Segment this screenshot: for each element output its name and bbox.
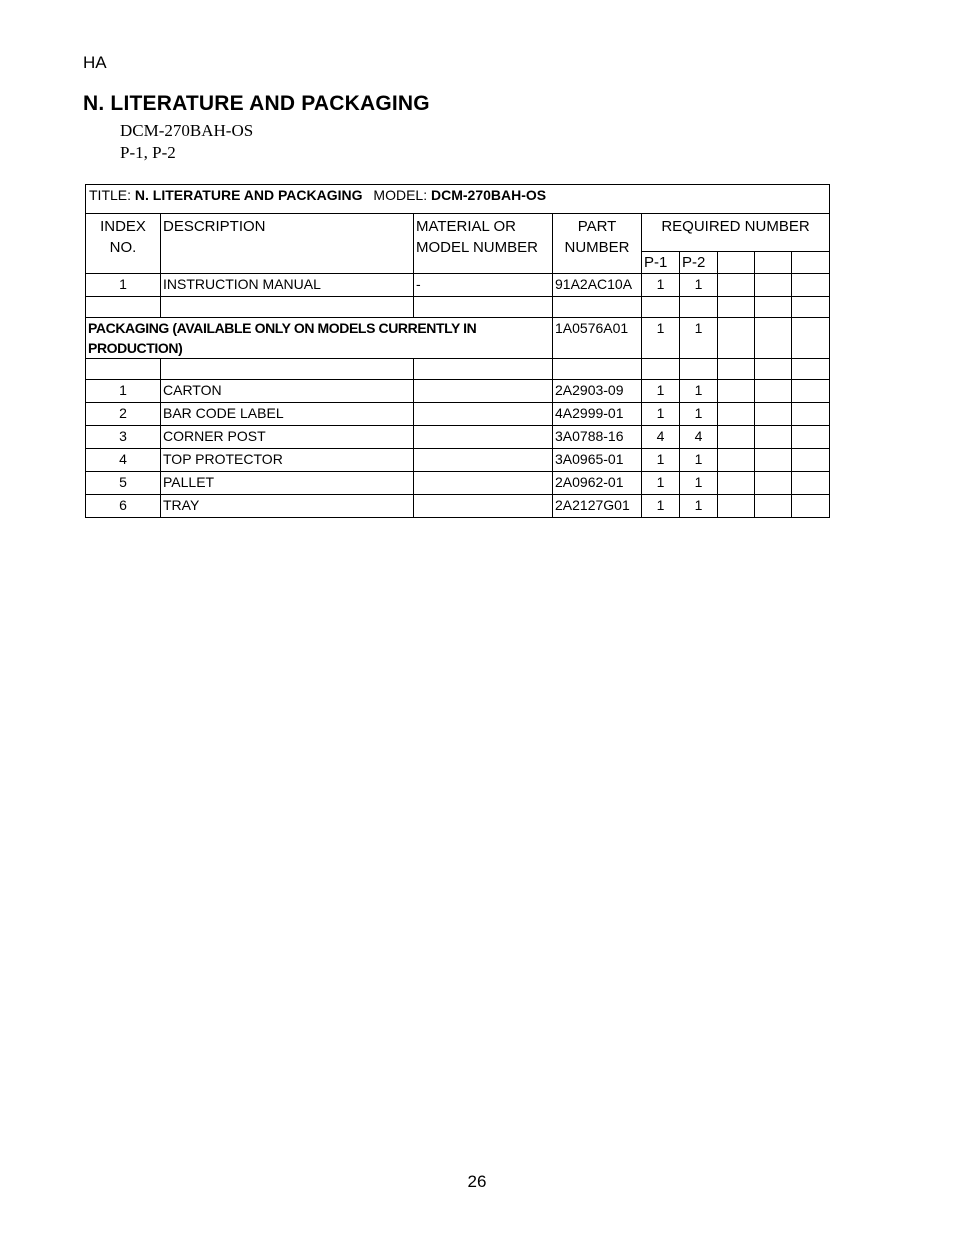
header-code: HA xyxy=(83,53,107,72)
table-row xyxy=(86,297,830,318)
parts-table xyxy=(85,184,830,518)
model-label: MODEL: xyxy=(373,187,428,203)
table-row: 5 PALLET 2A0962-01 1 1 xyxy=(86,472,830,495)
header-part-number: PART NUMBER xyxy=(553,214,642,274)
table-row: 2 BAR CODE LABEL 4A2999-01 1 1 xyxy=(86,403,830,426)
header-p1: P-1 xyxy=(642,252,680,274)
page-number: 26 xyxy=(467,1172,487,1191)
table-row: PACKAGING (AVAILABLE ONLY ON MODELS CURRENTLY IN PRODUCTION) 1A0576A01 1 1 xyxy=(86,318,830,359)
section-title: N. LITERATURE AND PACKAGING xyxy=(83,92,430,115)
header-description: DESCRIPTION xyxy=(161,214,414,274)
table-row: 6 TRAY 2A2127G01 1 1 xyxy=(86,495,830,518)
header-index: INDEX NO. xyxy=(86,214,161,274)
model-line: DCM-270BAH-OS xyxy=(120,121,254,140)
table-row: 1 INSTRUCTION MANUAL - 91A2AC10A 1 1 xyxy=(86,274,830,297)
table-row: 4 TOP PROTECTOR 3A0965-01 1 1 xyxy=(86,449,830,472)
table-row xyxy=(86,359,830,380)
positions-line: P-1, P-2 xyxy=(120,143,176,162)
title-value: N. LITERATURE AND PACKAGING xyxy=(134,187,363,203)
table-row: 1 CARTON 2A2903-09 1 1 xyxy=(86,380,830,403)
header-required-number: REQUIRED NUMBER xyxy=(642,214,830,252)
header-p2: P-2 xyxy=(680,252,718,274)
table-title-row xyxy=(86,185,830,214)
header-material: MATERIAL OR MODEL NUMBER xyxy=(414,214,553,274)
table-row: 3 CORNER POST 3A0788-16 4 4 xyxy=(86,426,830,449)
packaging-description: PACKAGING (AVAILABLE ONLY ON MODELS CURRENTLY IN PRODUCTION) xyxy=(86,318,553,359)
title-label: TITLE: xyxy=(89,187,132,203)
model-value: DCM-270BAH-OS xyxy=(431,187,547,203)
